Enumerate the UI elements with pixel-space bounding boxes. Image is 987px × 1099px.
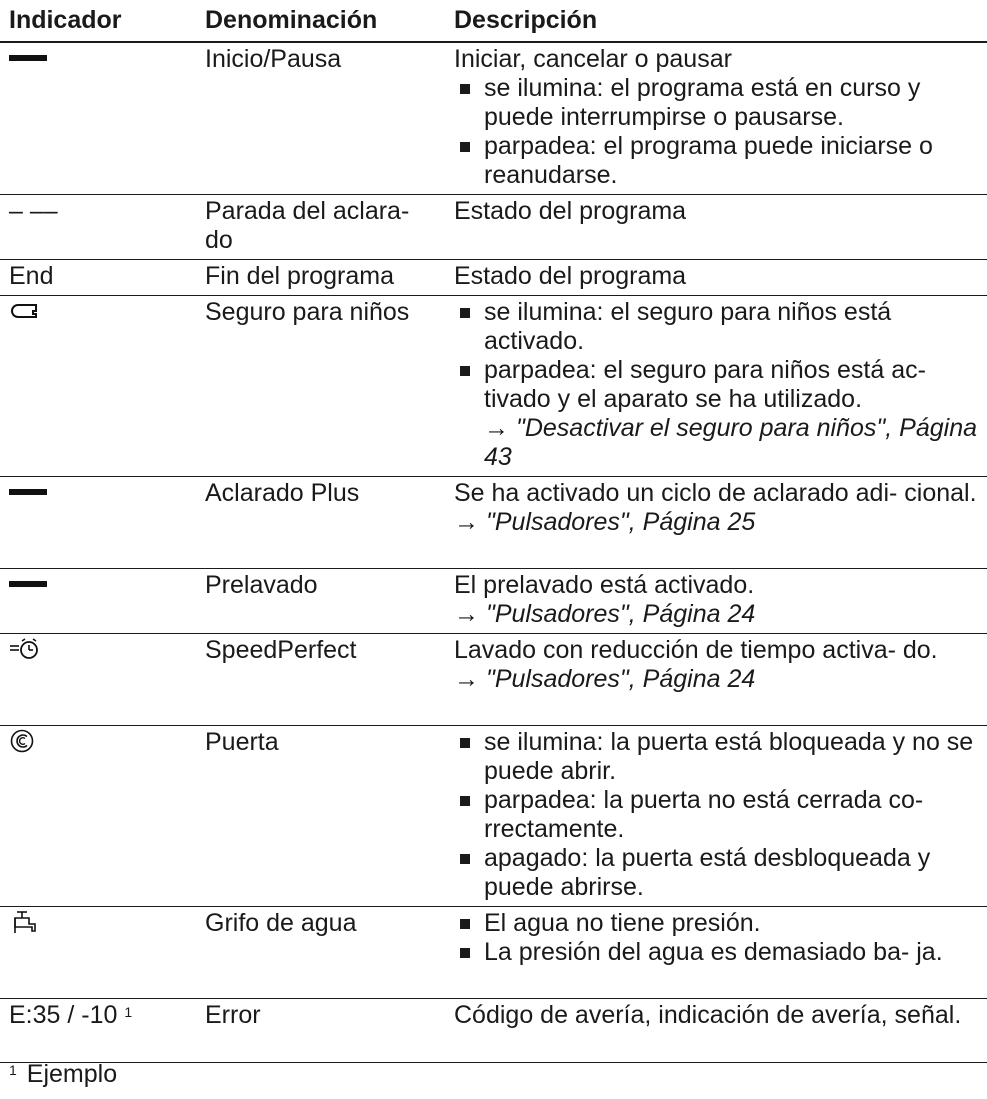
indicator-cell [0,907,196,999]
indicator-cell [0,42,196,195]
table-row [0,296,987,477]
list-item: se ilumina: el programa está en curso y puede interrumpirse o pausarse. [454,74,983,132]
key-icon [9,302,39,320]
header-indicator: Indicador [0,0,196,42]
bar-indicator-icon [9,55,47,61]
name-cell: Seguro para niños [196,296,445,477]
name-cell: Fin del programa [196,260,445,296]
indicator-cell [0,569,196,634]
bullet-list [454,909,983,967]
cross-reference [454,600,983,629]
indicator-text: End [9,262,54,290]
table-row [0,569,987,634]
header-name: Denominación [196,0,445,42]
table-row [0,907,987,999]
description-cell: Estado del programa [445,195,987,260]
door-lock-icon [9,728,35,754]
name-cell: Error [196,999,445,1063]
indicator-cell [0,296,196,477]
name-cell: Prelavado [196,569,445,634]
water-tap-icon [9,909,37,935]
speed-clock-icon [9,636,41,662]
table-row [0,195,987,260]
description-cell [445,634,987,726]
indicator-cell [0,634,196,726]
reference-link: "Pulsadores", Página 24 [485,600,756,628]
bar-indicator-icon [9,581,47,587]
description-cell: Código de avería, indicación de avería, señal. [445,999,987,1063]
bullet-list [454,728,983,902]
cross-reference [454,508,983,537]
description-text: Lavado con reducción de tiempo activa- do. [454,636,938,664]
indicator-cell [0,999,196,1063]
reference-link: "Pulsadores", Página 25 [485,508,756,536]
cross-reference [454,665,983,694]
reference-link: "Desactivar el seguro para niños", Página 43 [484,414,978,471]
arrow-icon: → [454,600,479,628]
footnote-text: Ejemplo [26,1060,118,1088]
name-cell: Inicio/Pausa [196,42,445,195]
list-item: se ilumina: la puerta está bloqueada y no se puede abrir. [454,728,983,786]
name-cell: Parada del aclara- do [196,195,445,260]
list-item: apagado: la puerta está desbloqueada y puede abrirse. [454,844,983,902]
name-cell: Aclarado Plus [196,477,445,569]
description-text: El prelavado está activado. [454,571,755,599]
header-description: Descripción [445,0,987,42]
bar-indicator-icon [9,489,47,495]
arrow-icon: → [484,414,509,442]
indicator-cell [0,726,196,907]
table-row [0,634,987,726]
description-cell [445,296,987,477]
indicator-text: E:35 / -10 [9,1001,118,1029]
name-cell: Grifo de agua [196,907,445,999]
table-row [0,477,987,569]
bullet-list [454,298,983,414]
list-item: se ilumina: el seguro para niños está activado. [454,298,983,356]
indicator-text: – –– [9,197,58,225]
table-row [0,999,987,1063]
description-cell [445,42,987,195]
description-cell [445,907,987,999]
indicator-cell [0,195,196,260]
indicator-cell [0,260,196,296]
description-text: Iniciar, cancelar o pausar [454,45,732,73]
indicator-cell [0,477,196,569]
footnote-mark: 1 [124,1004,133,1020]
table-header-row [0,0,987,42]
reference-link: "Pulsadores", Página 24 [485,665,756,693]
footnote-mark: 1 [9,1062,17,1078]
description-cell [445,569,987,634]
table-row [0,42,987,195]
description-text: Se ha activado un ciclo de aclarado adi- cional. [454,479,977,507]
arrow-icon: → [454,508,479,536]
list-item: parpadea: el programa puede iniciarse o reanudarse. [454,132,983,190]
name-cell: Puerta [196,726,445,907]
arrow-icon: → [454,665,479,693]
list-item: parpadea: la puerta no está cerrada co- rrectamente. [454,786,983,844]
list-item: parpadea: el seguro para niños está ac- tivado y el aparato se ha utilizado. [454,356,983,414]
footnote [9,1060,117,1089]
description-cell: Estado del programa [445,260,987,296]
cross-reference [454,414,983,472]
description-cell [445,477,987,569]
table-row [0,726,987,907]
description-cell [445,726,987,907]
list-item: La presión del agua es demasiado ba- ja. [454,938,983,967]
bullet-list [454,74,983,190]
table-row [0,260,987,296]
list-item: El agua no tiene presión. [454,909,983,938]
name-cell: SpeedPerfect [196,634,445,726]
